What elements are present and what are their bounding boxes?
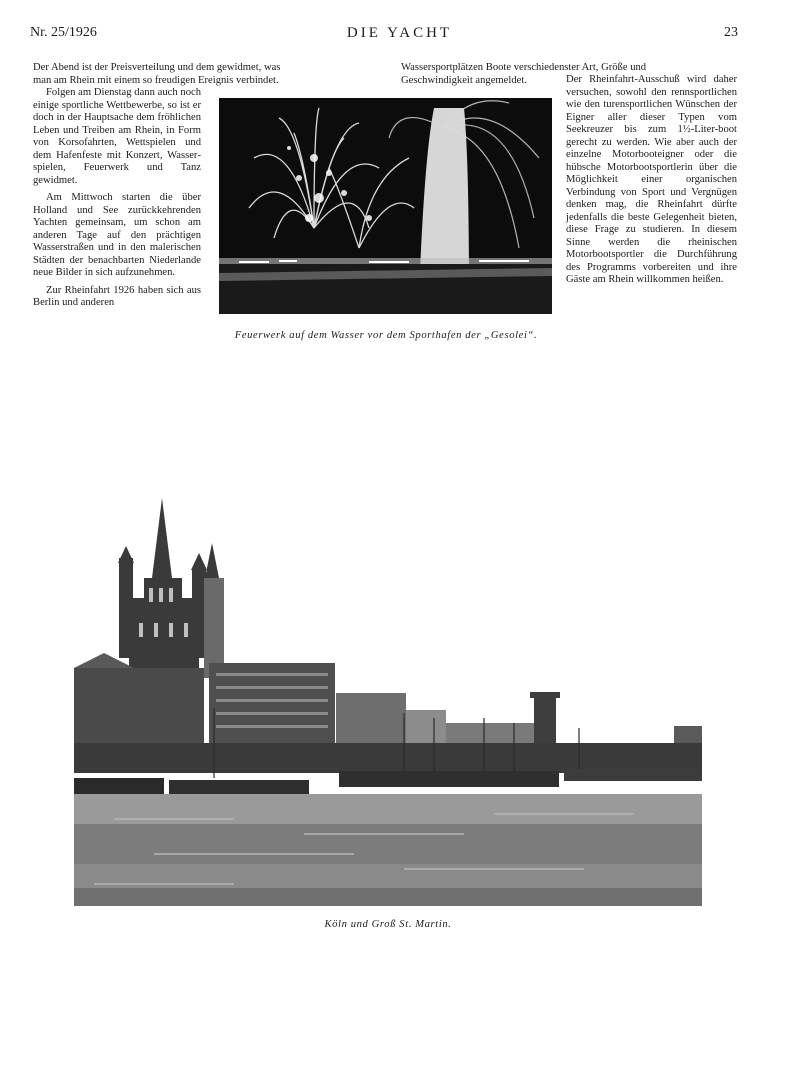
intro-left: [33, 62, 369, 87]
page-number: 23: [724, 25, 738, 40]
left-paragraph-2: Am Mittwoch starten die über Holland und See zurückkehrenden Yachten gemeinsam, um schon am anderen Tage auf den prächtigen Wasserstraßen und in den malerischen Städten der benachbarten Niederlande neue Bilder in sich aufzunehmen.: [33, 192, 201, 278]
intro-left-line-2: man am Rhein mit einem so freudigen Ereignis verbindet.: [33, 74, 279, 86]
intro-right-line-2: Geschwindigkeit angemeldet.: [401, 74, 527, 86]
left-column: [33, 87, 201, 310]
fireworks-image: [219, 98, 552, 314]
cologne-image: [74, 488, 702, 906]
right-paragraph-1: Der Rheinfahrt-Ausschuß wird daher versuchen, sowohl den rennsportlichen wie den turensportlichen Wünschen der Eigner aller dieser Typen vom Seekreuzer bis zum 1½-Liter-boot gerecht zu werden. Wie aber auch der einzelne Motorbooteigner oder die hübsche Motorbootsportlerin über die Möglichkeit einer organischen Verbindung von Sport und Vergnügen denken mag, die Rheinfahrt dürfte jedenfalls die beste Gelegenheit bieten, diese Frage zu studieren. In diesem Sinne werden die rheinischen Motorbootsportler die Durchführung des Programms vorbereiten und ihre Gäste am Rhein willkommen heißen.: [566, 74, 737, 285]
fireworks-caption: Feuerwerk auf dem Wasser vor dem Sporthafen der „Gesolei“.: [234, 330, 538, 341]
intro-left-line-1: Der Abend ist der Preisverteilung und dem gewidmet, was: [33, 62, 281, 73]
left-paragraph-3: Zur Rheinfahrt 1926 haben sich aus Berlin und anderen: [33, 284, 201, 308]
magazine-title: DIE YACHT: [346, 25, 453, 41]
intro-right-line-1: Wassersportplätzen Boote verschiedenster Art, Größe und: [401, 62, 647, 73]
issue-number: Nr. 25/1926: [30, 25, 97, 40]
fireworks-photo: [219, 98, 552, 314]
cologne-caption: Köln und Groß St. Martin.: [324, 919, 452, 930]
right-column: [566, 74, 737, 287]
left-paragraph-1: Folgen am Dienstag dann auch noch einige sportliche Wettbewerbe, so ist er doch in der Hauptsache dem fröhlichen Leben und Treiben am Rhein, in Form von Korsofahrten, Wettspielen und dem Hafenfeste mit Konzert, Wasserspielen, Feuerwerk und Tanz gewidmet.: [33, 87, 201, 186]
cologne-photo: [74, 488, 702, 906]
